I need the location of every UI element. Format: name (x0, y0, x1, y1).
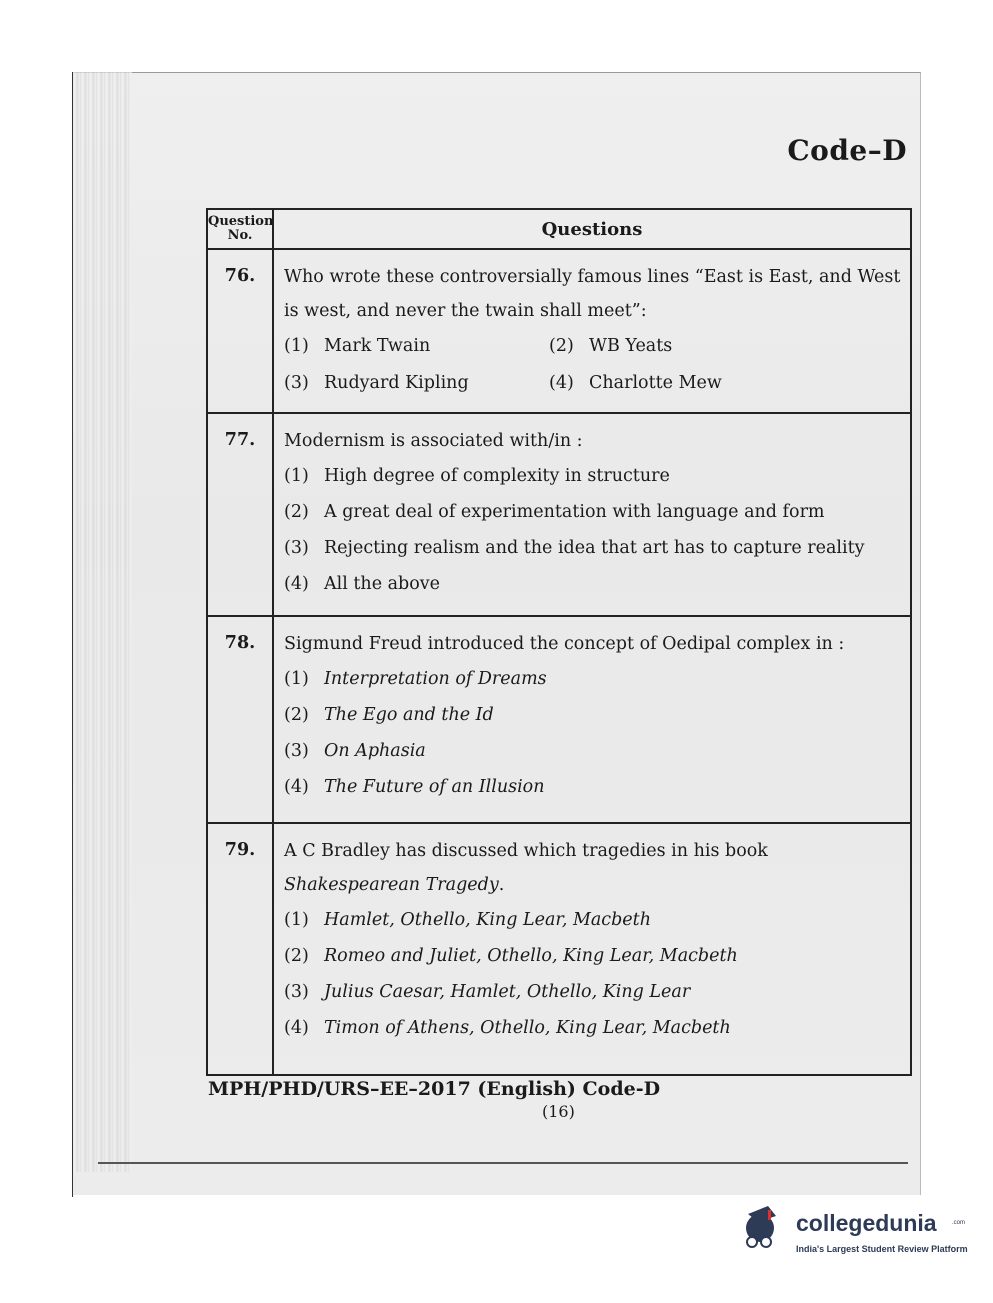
watermark-brand: collegedunia (796, 1210, 937, 1236)
question-table (206, 208, 912, 1076)
watermark-suffix: .com (952, 1220, 966, 1226)
option: (3) Julius Caesar, Hamlet, Othello, King Lear (284, 982, 691, 1002)
option: (2) A great deal of experimentation with language and form (284, 502, 825, 522)
exam-footer: MPH/PHD/URS–EE–2017 (English) Code-D (208, 1078, 661, 1100)
question-number: 76. (207, 249, 273, 413)
footer-divider (98, 1162, 908, 1164)
option: (4) Charlotte Mew (549, 373, 722, 393)
question-row (207, 249, 911, 413)
option: (3) On Aphasia (284, 741, 426, 761)
page-border-line (72, 72, 73, 1197)
paper-code: Code–D (787, 134, 907, 167)
option: (2) The Ego and the Id (284, 705, 494, 725)
question-stem: Modernism is associated with/in : (284, 431, 583, 451)
option: (3) Rejecting realism and the idea that art has to capture reality (284, 538, 865, 558)
option: (1) Mark Twain (284, 336, 431, 356)
page-number: (16) (542, 1102, 575, 1121)
question-row (207, 413, 911, 616)
question-row (207, 616, 911, 823)
option: (1) Interpretation of Dreams (284, 669, 547, 689)
question-stem: Who wrote these controversially famous lines “East is East, and West is west, and never the twain shall meet”: (284, 267, 901, 321)
column-header-question-no: Question No. (207, 209, 273, 249)
question-row (207, 823, 911, 1075)
question-number: 79. (207, 823, 273, 1075)
option: (4) The Future of an Illusion (284, 777, 545, 797)
column-header-questions: Questions (273, 209, 911, 249)
option: (2) Romeo and Juliet, Othello, King Lear, Macbeth (284, 946, 738, 966)
question-number: 77. (207, 413, 273, 616)
watermark-tagline: India's Largest Student Review Platform (796, 1244, 968, 1254)
question-stem: A C Bradley has discussed which tragedies in his book Shakespearean Tragedy. (284, 841, 768, 895)
option: (4) All the above (284, 574, 441, 594)
question-number: 78. (207, 616, 273, 823)
paper-stack-edge (72, 72, 132, 1172)
option: (1) High degree of complexity in structure (284, 466, 670, 486)
question-stem: Sigmund Freud introduced the concept of Oedipal complex in : (284, 634, 845, 654)
option: (3) Rudyard Kipling (284, 373, 469, 393)
option: (1) Hamlet, Othello, King Lear, Macbeth (284, 910, 651, 930)
option: (4) Timon of Athens, Othello, King Lear, Macbeth (284, 1018, 731, 1038)
option: (2) WB Yeats (549, 336, 673, 356)
